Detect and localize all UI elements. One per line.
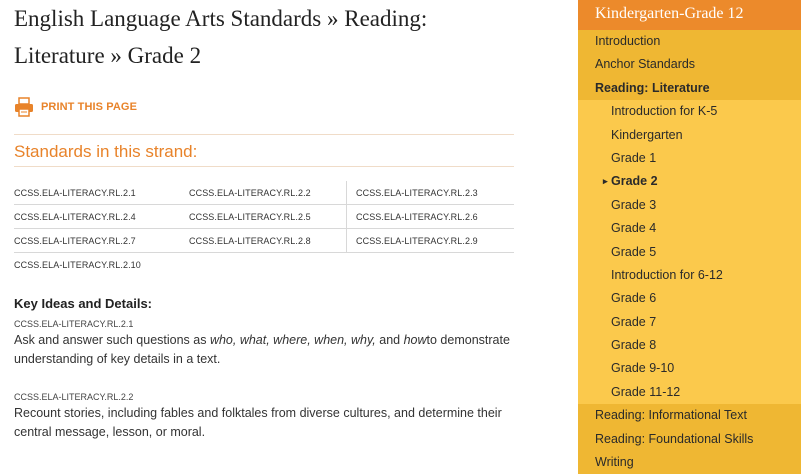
sidebar-item-grade-8[interactable]: Grade 8 [611, 338, 657, 353]
sidebar-item-grade-9-10[interactable]: Grade 9-10 [611, 361, 675, 376]
sidebar-item-reading-literature[interactable]: Reading: Literature [578, 77, 801, 100]
code-row [14, 205, 514, 229]
strand-heading: Standards in this strand: [14, 135, 514, 167]
sidebar-item-grade-1[interactable]: Grade 1 [611, 150, 657, 165]
standard-code-link[interactable]: CCSS.ELA-LITERACY.RL.2.6 [356, 211, 478, 222]
current-marker-icon: ▸ [603, 176, 608, 187]
sidebar-item-grade-5[interactable]: Grade 5 [611, 244, 657, 259]
sidebar-item-grade-3[interactable]: Grade 3 [611, 197, 657, 212]
standard-code-link[interactable]: CCSS.ELA-LITERACY.RL.2.8 [189, 229, 347, 252]
sidebar-item-reading-informational-text[interactable]: Reading: Informational Text [578, 404, 801, 427]
standard-code-link[interactable]: CCSS.ELA-LITERACY.RL.2.5 [189, 205, 347, 228]
sidebar-nav [578, 0, 801, 470]
section-heading: Key Ideas and Details: [14, 296, 152, 311]
sidebar-list [578, 30, 801, 474]
page-title: English Language Arts Standards » Reading: Literature » Grade 2 [14, 6, 428, 68]
strand-box [14, 134, 514, 167]
sidebar-item-grade-4[interactable]: Grade 4 [611, 221, 657, 236]
standard-code-link[interactable]: CCSS.ELA-LITERACY.RL.2.3 [356, 187, 478, 198]
code-row [14, 181, 514, 205]
sidebar-item-introduction-k5[interactable]: Introduction for K-5 [611, 104, 718, 119]
sidebar-item-grade-11-12[interactable]: Grade 11-12 [611, 384, 681, 399]
printer-icon [14, 97, 34, 117]
standard-item [14, 392, 514, 442]
standard-code: CCSS.ELA-LITERACY.RL.2.2 [14, 392, 134, 402]
sidebar-item-introduction-6-12[interactable]: Introduction for 6-12 [611, 267, 723, 282]
main-content [14, 0, 514, 442]
sidebar-item-label: Grade 2 [611, 174, 658, 189]
standard-item [14, 319, 514, 369]
sidebar-item-introduction[interactable]: Introduction [578, 30, 801, 53]
sidebar-item-writing[interactable]: Writing [578, 451, 801, 474]
sidebar-item-reading-foundational-skills[interactable]: Reading: Foundational Skills [578, 428, 801, 451]
standard-code-link[interactable]: CCSS.ELA-LITERACY.RL.2.2 [189, 181, 347, 204]
standard-text: Ask and answer such questions as who, what, where, when, why, and howto demonstrate understanding of key details in a text. [14, 333, 510, 366]
standards-code-grid [14, 181, 514, 276]
sidebar-item-kindergarten[interactable]: Kindergarten [611, 127, 683, 142]
sidebar-header[interactable]: Kindergarten-Grade 12 [578, 0, 801, 30]
standard-code-link[interactable]: CCSS.ELA-LITERACY.RL.2.7 [14, 235, 136, 246]
standard-code-link[interactable]: CCSS.ELA-LITERACY.RL.2.9 [356, 235, 478, 246]
standard-code-link[interactable]: CCSS.ELA-LITERACY.RL.2.1 [14, 187, 136, 198]
standard-code-link[interactable]: CCSS.ELA-LITERACY.RL.2.4 [14, 211, 136, 222]
standard-code-link[interactable]: CCSS.ELA-LITERACY.RL.2.10 [14, 259, 141, 270]
standard-text: Recount stories, including fables and folktales from diverse cultures, and determine their central message, lesson, or moral. [14, 406, 502, 439]
sidebar-item-grade-7[interactable]: Grade 7 [611, 314, 657, 329]
code-row [14, 229, 514, 253]
standard-code: CCSS.ELA-LITERACY.RL.2.1 [14, 319, 134, 329]
print-label: PRINT THIS PAGE [41, 101, 138, 113]
sidebar-item-grade-2[interactable] [578, 170, 801, 193]
sidebar-item-anchor-standards[interactable]: Anchor Standards [578, 53, 801, 76]
print-page-link[interactable] [14, 96, 514, 118]
code-row [14, 253, 514, 276]
sidebar-item-grade-6[interactable]: Grade 6 [611, 291, 657, 306]
